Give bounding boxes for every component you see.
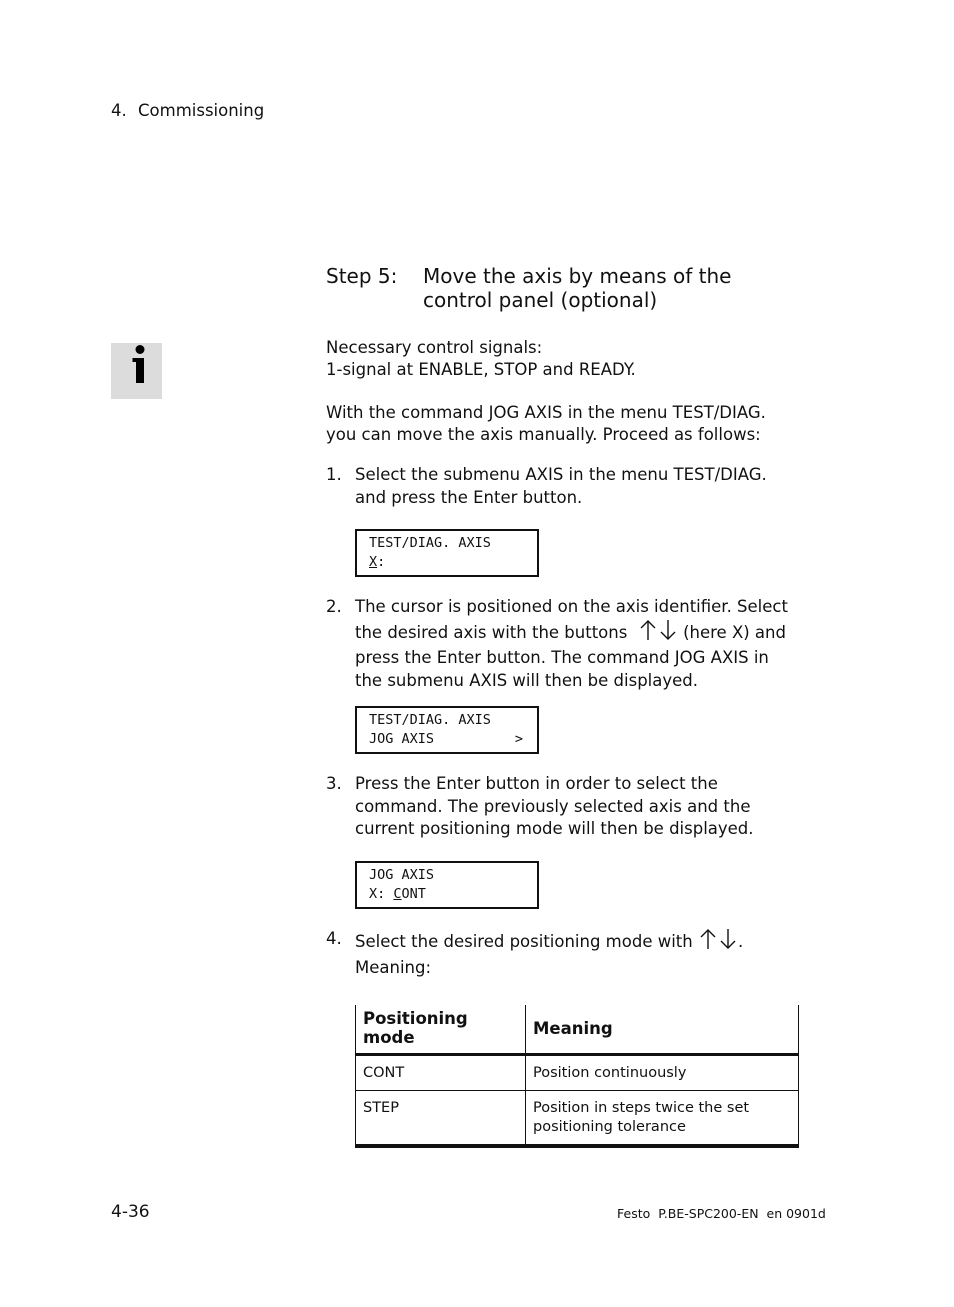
table-cell-mode: CONT	[356, 1055, 526, 1091]
lcd-line	[357, 885, 537, 904]
chapter-number: 4.	[111, 101, 127, 120]
list-item	[326, 596, 796, 692]
list-item-text	[355, 596, 796, 692]
info-icon	[111, 343, 162, 399]
page-header	[111, 101, 264, 120]
page-number: 4-36	[111, 1202, 150, 1222]
lcd-text: :	[377, 554, 386, 570]
control-signals-line2: 1-signal at ENABLE, STOP and READY.	[326, 360, 636, 379]
lcd-line: JOG AXIS	[369, 867, 435, 883]
list-item-text: Select the submenu AXIS in the menu TEST/DIAG. and press the Enter button.	[355, 465, 767, 507]
positioning-mode-table	[355, 1005, 799, 1148]
list-item	[326, 773, 796, 841]
table-header-cell: Meaning	[526, 1005, 799, 1055]
table-header-cell: Positioning mode	[356, 1005, 526, 1055]
lcd-text: X:	[369, 886, 394, 902]
list-item-number: 3.	[326, 774, 342, 793]
table-row	[356, 1055, 799, 1091]
lcd-display	[355, 529, 539, 577]
list-item-text-part: (here X) and press the Enter button. The command JOG AXIS in the submenu AXIS will then be displayed.	[355, 622, 786, 690]
jog-axis-intro: With the command JOG AXIS in the menu TEST/DIAG. you can move the axis manually. Proceed as follows:	[326, 403, 766, 444]
list-item-text-part: Select the desired positioning mode with	[355, 931, 693, 951]
control-signals-line1: Necessary control signals:	[326, 338, 543, 357]
list-item-number: 4.	[326, 929, 342, 948]
chapter-title: Commissioning	[138, 101, 265, 120]
lcd-display	[355, 706, 539, 754]
list-item-number: 2.	[326, 597, 342, 616]
list-item	[326, 928, 796, 979]
control-signals-text	[326, 337, 796, 381]
lcd-line: TEST/DIAG. AXIS	[369, 535, 491, 551]
table-row	[356, 1091, 799, 1147]
list-item-text	[355, 928, 796, 979]
list-item-text-part: The cursor is positioned on the axis identifier. Select the desired axis with the buttons	[355, 597, 788, 642]
up-down-arrows-icon	[698, 928, 738, 957]
table-cell-mode: STEP	[356, 1091, 526, 1147]
lcd-cursor: X	[369, 554, 378, 570]
list-item-text-part: .	[737, 931, 744, 951]
table-header-row	[356, 1005, 799, 1055]
lcd-line	[357, 730, 537, 749]
table-cell-meaning: Position in steps twice the set positioning tolerance	[526, 1091, 799, 1147]
list-item-text: Press the Enter button in order to select the command. The previously selected axis and the current positioning mode will then be displayed.	[355, 774, 754, 838]
step-label: Step 5:	[326, 264, 398, 288]
list-item	[326, 464, 796, 509]
list-item-number: 1.	[326, 465, 342, 484]
table-cell-meaning: Position continuously	[526, 1055, 799, 1091]
lcd-submenu-indicator: >	[514, 731, 523, 747]
document-id: Festo P.BE-SPC200-EN en 0901d	[617, 1206, 826, 1221]
lcd-line: TEST/DIAG. AXIS	[369, 712, 491, 728]
up-down-arrows-icon	[638, 619, 678, 648]
step-title: Move the axis by means of the control panel (optional)	[423, 264, 732, 312]
lcd-text: JOG AXIS	[369, 731, 435, 747]
lcd-cursor: C	[393, 886, 402, 902]
list-item-text-line2: Meaning:	[355, 957, 432, 977]
lcd-text: ONT	[401, 886, 426, 902]
lcd-display	[355, 861, 539, 909]
lcd-line	[357, 553, 537, 572]
